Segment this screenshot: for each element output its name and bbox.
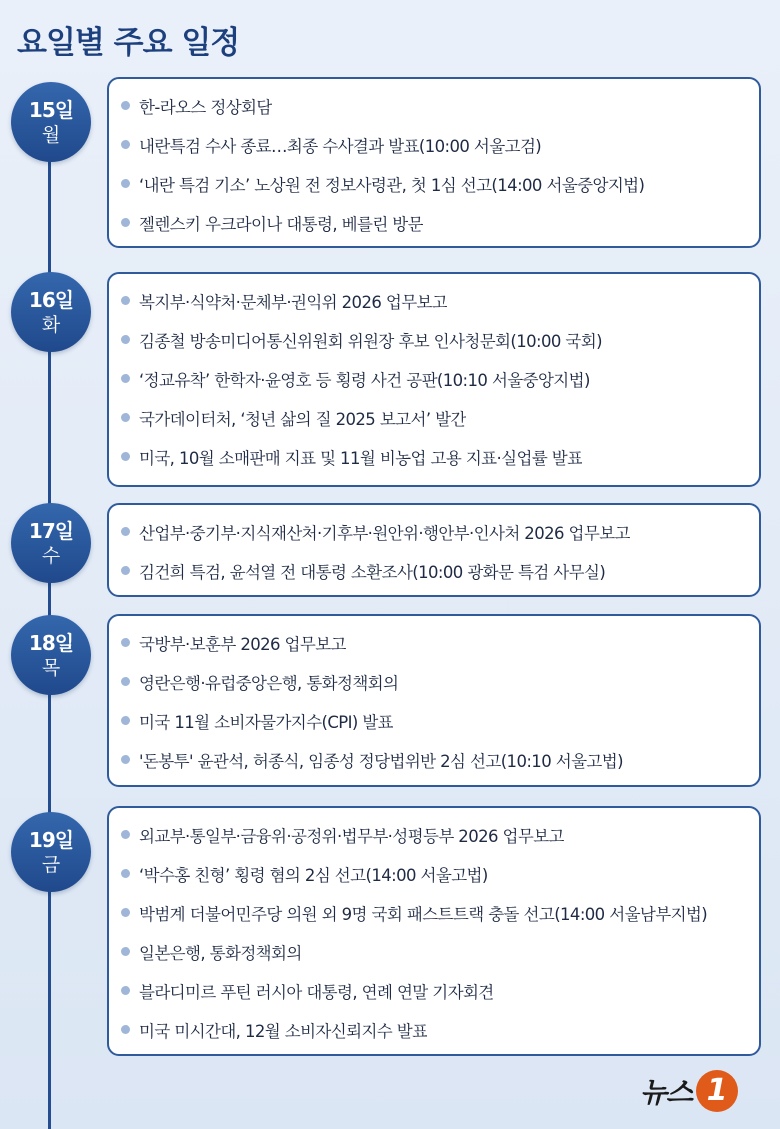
event-text: 미국 미시간대, 12월 소비자신뢰지수 발표 (139, 1021, 428, 1041)
event-text: 김건희 특검, 윤석열 전 대통령 소환조사(10:00 광화문 특검 사무실) (139, 562, 606, 582)
event-text: ‘정교유착’ 한학자·윤영호 등 횡령 사건 공판(10:10 서울중앙지법) (139, 370, 590, 390)
list-item (121, 932, 751, 971)
event-text: '돈봉투' 윤관석, 허종식, 임종성 정당법위반 2심 선고(10:10 서울고법) (139, 751, 623, 771)
bullet-icon (121, 869, 130, 878)
list-item (121, 1010, 751, 1049)
bullet-icon (121, 716, 130, 725)
bullet-icon (121, 179, 130, 188)
day-weekday: 수 (41, 544, 61, 567)
bullet-icon (121, 527, 130, 536)
list-item (121, 551, 751, 590)
day-weekday: 목 (41, 656, 61, 679)
list-item (121, 437, 751, 476)
bullet-icon (121, 140, 130, 149)
bullet-icon (121, 677, 130, 686)
day-schedule-box-15 (107, 77, 761, 248)
event-text: ‘박수홍 친형’ 횡령 혐의 2심 선고(14:00 서울고법) (139, 865, 488, 885)
list-item (121, 701, 751, 740)
logo-mark-icon: 1 (696, 1070, 738, 1112)
day-schedule-box-18 (107, 614, 761, 787)
timeline-line (48, 86, 51, 1129)
bullet-icon (121, 296, 130, 305)
bullet-icon (121, 638, 130, 647)
day-date: 18일 (28, 630, 74, 655)
list-item (121, 893, 751, 932)
list-item (121, 398, 751, 437)
event-text: 복지부·식약처·문체부·권익위 2026 업무보고 (139, 292, 448, 312)
event-text: 일본은행, 통화정책회의 (139, 943, 302, 963)
event-text: 박범계 더불어민주당 의원 외 9명 국회 패스트트랙 충돌 선고(14:00 서울남부지법) (139, 904, 708, 924)
page-title: 요일별 주요 일정 (17, 25, 240, 61)
event-text: ‘내란 특검 기소’ 노상원 전 정보사령관, 첫 1심 선고(14:00 서울중앙지법) (139, 175, 645, 195)
day-badge-17 (11, 503, 91, 583)
bullet-icon (121, 374, 130, 383)
event-text: 외교부·통일부·금융위·공정위·법무부·성평등부 2026 업무보고 (139, 826, 564, 846)
event-text: 한-라오스 정상회담 (139, 97, 272, 117)
list-item (121, 164, 751, 203)
event-text: 김종철 방송미디어통신위원회 위원장 후보 인사청문회(10:00 국회) (139, 331, 602, 351)
day-weekday: 월 (41, 123, 61, 146)
list-item (121, 512, 751, 551)
day-weekday: 화 (41, 313, 61, 336)
bullet-icon (121, 947, 130, 956)
event-text: 블라디미르 푸틴 러시아 대통령, 연례 연말 기자회견 (139, 982, 494, 1002)
bullet-icon (121, 1025, 130, 1034)
list-item (121, 623, 751, 662)
day-badge-15 (11, 82, 91, 162)
day-date: 17일 (28, 518, 74, 543)
list-item (121, 320, 751, 359)
bullet-icon (121, 218, 130, 227)
list-item (121, 281, 751, 320)
bullet-icon (121, 335, 130, 344)
news1-logo (640, 1063, 765, 1118)
logo-text: 뉴스 (640, 1075, 693, 1109)
event-text: 영란은행·유럽중앙은행, 통화정책회의 (139, 673, 399, 693)
list-item (121, 125, 751, 164)
list-item (121, 971, 751, 1010)
bullet-icon (121, 566, 130, 575)
day-date: 16일 (28, 287, 74, 312)
day-badge-16 (11, 272, 91, 352)
event-text: 산업부·중기부·지식재산처·기후부·원안위·행안부·인사처 2026 업무보고 (139, 523, 630, 543)
day-badge-18 (11, 615, 91, 695)
event-text: 국가데이터처, ‘청년 삶의 질 2025 보고서’ 발간 (139, 409, 466, 429)
event-text: 내란특검 수사 종료…최종 수사결과 발표(10:00 서울고검) (139, 136, 542, 156)
list-item (121, 359, 751, 398)
bullet-icon (121, 908, 130, 917)
list-item (121, 815, 751, 854)
bullet-icon (121, 830, 130, 839)
list-item (121, 203, 751, 242)
day-schedule-box-17 (107, 503, 761, 597)
day-date: 15일 (28, 97, 74, 122)
bullet-icon (121, 986, 130, 995)
bullet-icon (121, 452, 130, 461)
event-text: 미국 11월 소비자물가지수(CPI) 발표 (139, 712, 394, 732)
event-text: 국방부·보훈부 2026 업무보고 (139, 634, 346, 654)
list-item (121, 740, 751, 779)
event-text: 미국, 10월 소매판매 지표 및 11월 비농업 고용 지표·실업률 발표 (139, 448, 583, 468)
day-date: 19일 (28, 827, 74, 852)
day-badge-19 (11, 812, 91, 892)
event-text: 젤렌스키 우크라이나 대통령, 베를린 방문 (139, 214, 423, 234)
day-schedule-box-19 (107, 806, 761, 1056)
bullet-icon (121, 413, 130, 422)
day-weekday: 금 (41, 853, 61, 876)
bullet-icon (121, 101, 130, 110)
list-item (121, 854, 751, 893)
bullet-icon (121, 755, 130, 764)
list-item (121, 86, 751, 125)
list-item (121, 662, 751, 701)
day-schedule-box-16 (107, 272, 761, 487)
